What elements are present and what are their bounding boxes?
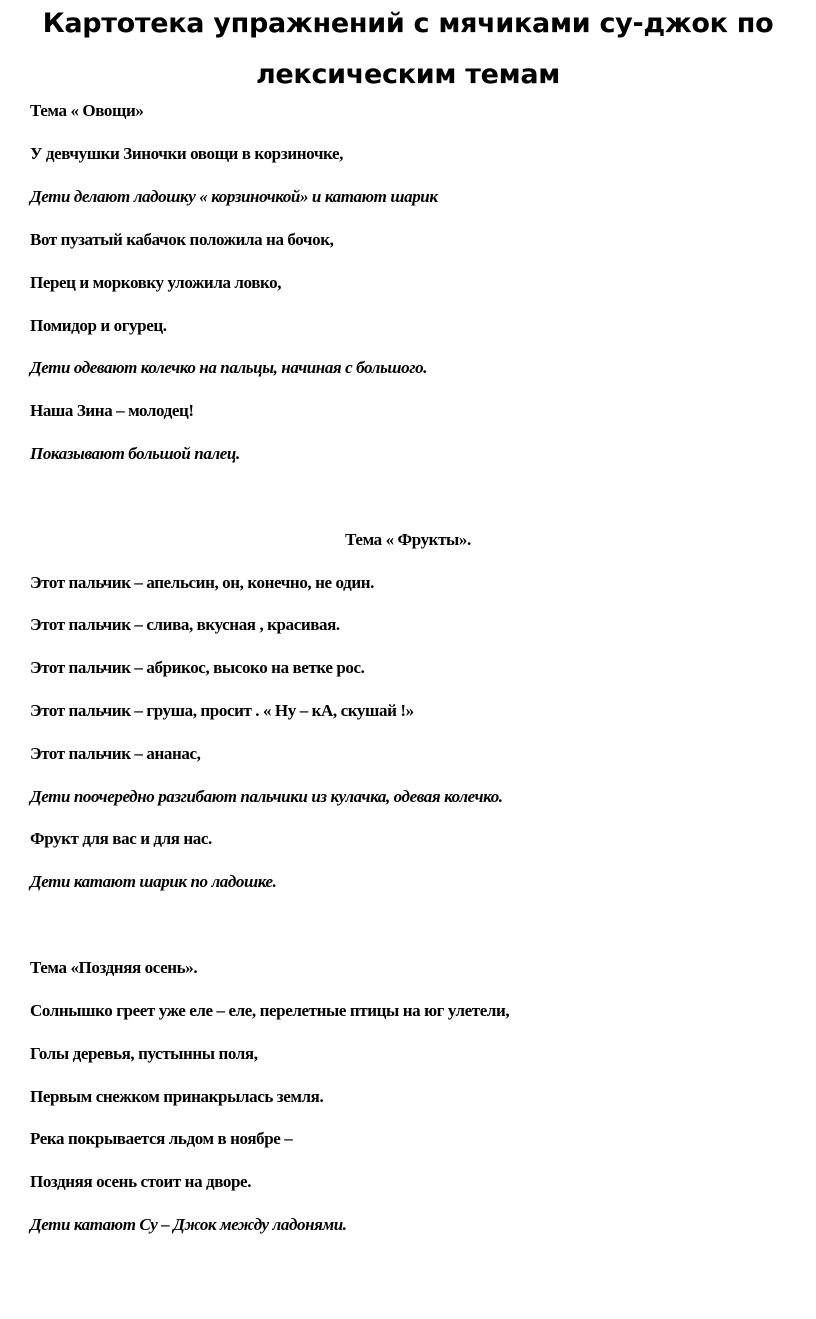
verse-line: Этот пальчик – ананас,: [30, 744, 201, 763]
verse-line: Поздняя осень стоит на дворе.: [30, 1172, 252, 1191]
verse-line: Наша Зина – молодец!: [30, 401, 194, 420]
instruction-line: Показывают большой палец.: [30, 444, 240, 463]
verse-line: Этот пальчик – слива, вкусная , красивая.: [30, 615, 340, 634]
instruction-line: Дети катают шарик по ладошке.: [30, 872, 277, 891]
verse-line: У девчушки Зиночки овощи в корзиночке,: [30, 144, 343, 163]
verse-line: Голы деревья, пустынны поля,: [30, 1044, 258, 1063]
verse-line: Вот пузатый кабачок положила на бочок,: [30, 230, 334, 249]
verse-line: Река покрывается льдом в ноябре –: [30, 1129, 293, 1148]
document-title-line-2: лексическим темам: [255, 59, 561, 90]
instruction-line: Дети одевают колечко на пальцы, начиная с большого.: [30, 358, 428, 377]
verse-line: Этот пальчик – абрикос, высоко на ветке рос.: [30, 658, 365, 677]
verse-line: Этот пальчик – груша, просит . « Ну – кА, скушай !»: [30, 701, 414, 720]
instruction-line: Дети поочередно разгибают пальчики из кулачка, одевая колечко.: [30, 787, 503, 806]
verse-line: Солнышко греет уже еле – еле, перелетные птицы на юг улетели,: [30, 1001, 510, 1020]
verse-line: Этот пальчик – апельсин, он, конечно, не один.: [30, 573, 374, 592]
verse-line: Перец и морковку уложила ловко,: [30, 273, 282, 292]
section-heading-fruits: Тема « Фрукты».: [345, 530, 471, 549]
verse-line: Фрукт для вас и для нас.: [30, 829, 212, 848]
document-title-line-1: Картотека упражнений с мячиками су-джок по: [42, 8, 774, 39]
instruction-line: Дети катают Су – Джок между ладонями.: [30, 1215, 347, 1234]
section-heading-late-autumn: Тема «Поздняя осень».: [30, 958, 198, 977]
instruction-line: Дети делают ладошку « корзиночкой» и катают шарик: [30, 187, 438, 206]
verse-line: Первым снежком принакрылась земля.: [30, 1087, 324, 1106]
verse-line: Помидор и огурец.: [30, 316, 167, 335]
section-heading-vegetables: Тема « Овощи»: [30, 101, 144, 120]
